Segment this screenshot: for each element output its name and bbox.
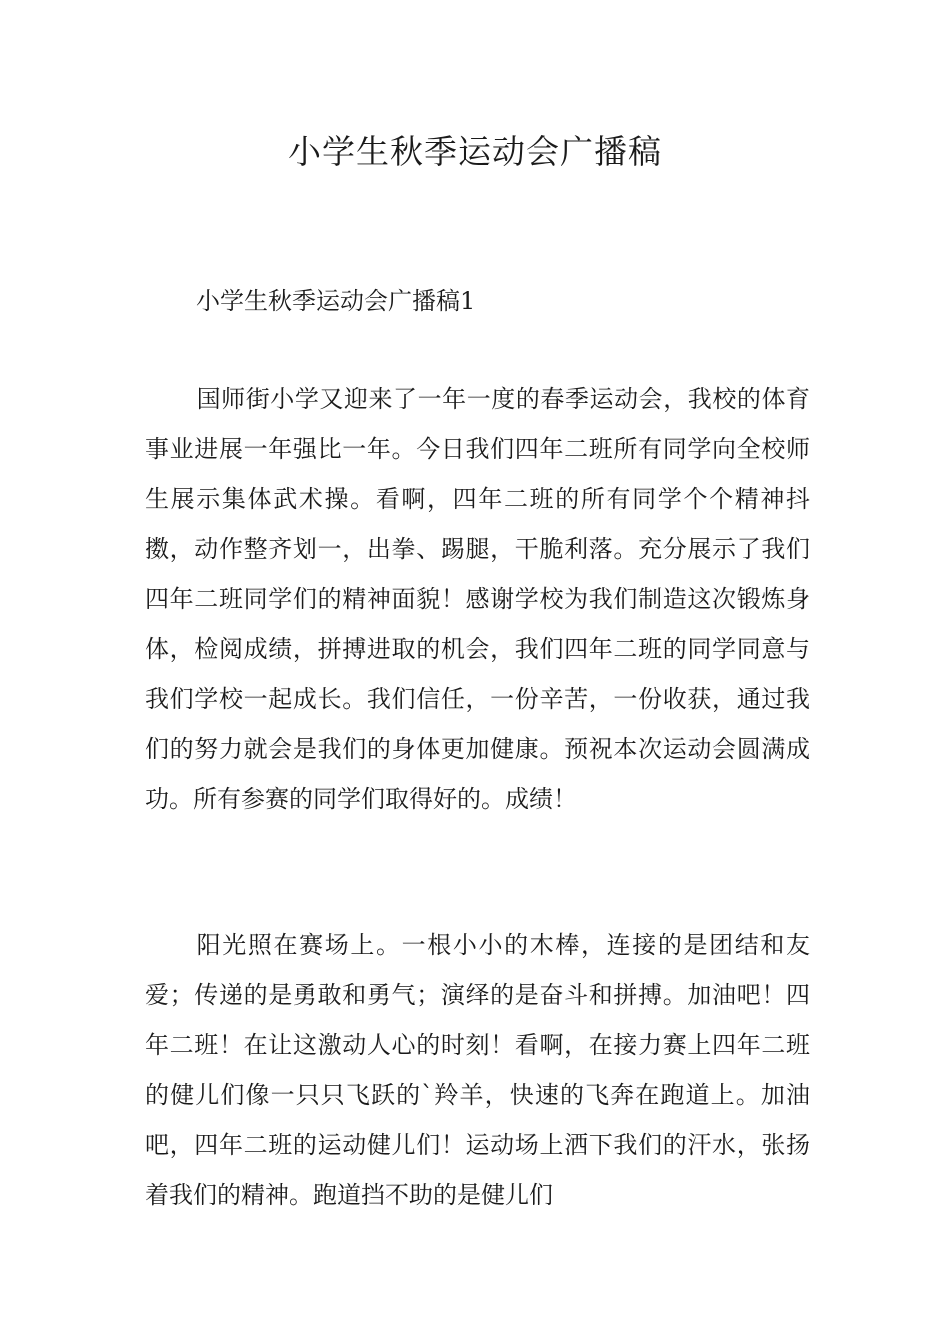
paragraph-2: 阳光照在赛场上。一根小小的木棒，连接的是团结和友爱；传递的是勇敢和勇气；演绎的是奋斗和拼搏。加油吧！四年二班！在让这激动人心的时刻！看啊，在接力赛上四年二班的健儿们像一只只飞跃的`羚羊，快速的飞奔在跑道上。加油吧，四年二班的运动健儿们！运动场上洒下我们的汗水，张扬着我们的精神。跑道挡不助的是健儿们 <box>145 931 810 1209</box>
document-title: 小学生秋季运动会广播稿 <box>288 132 662 171</box>
paragraph-1: 国师街小学又迎来了一年一度的春季运动会，我校的体育事业进展一年强比一年。今日我们四年二班所有同学向全校师生展示集体武术操。看啊，四年二班的所有同学个个精神抖擞，动作整齐划一，出拳、踢腿，干脆利落。充分展示了我们四年二班同学们的精神面貌！感谢学校为我们制造这次锻炼身体，检阅成绩，拼搏进取的机会，我们四年二班的同学同意与我们学校一起成长。我们信任，一份辛苦，一份收获，通过我们的努力就会是我们的身体更加健康。预祝本次运动会圆满成功。所有参赛的同学们取得好的。成绩！ <box>145 385 810 813</box>
section-heading: 小学生秋季运动会广播稿1 <box>196 287 476 315</box>
